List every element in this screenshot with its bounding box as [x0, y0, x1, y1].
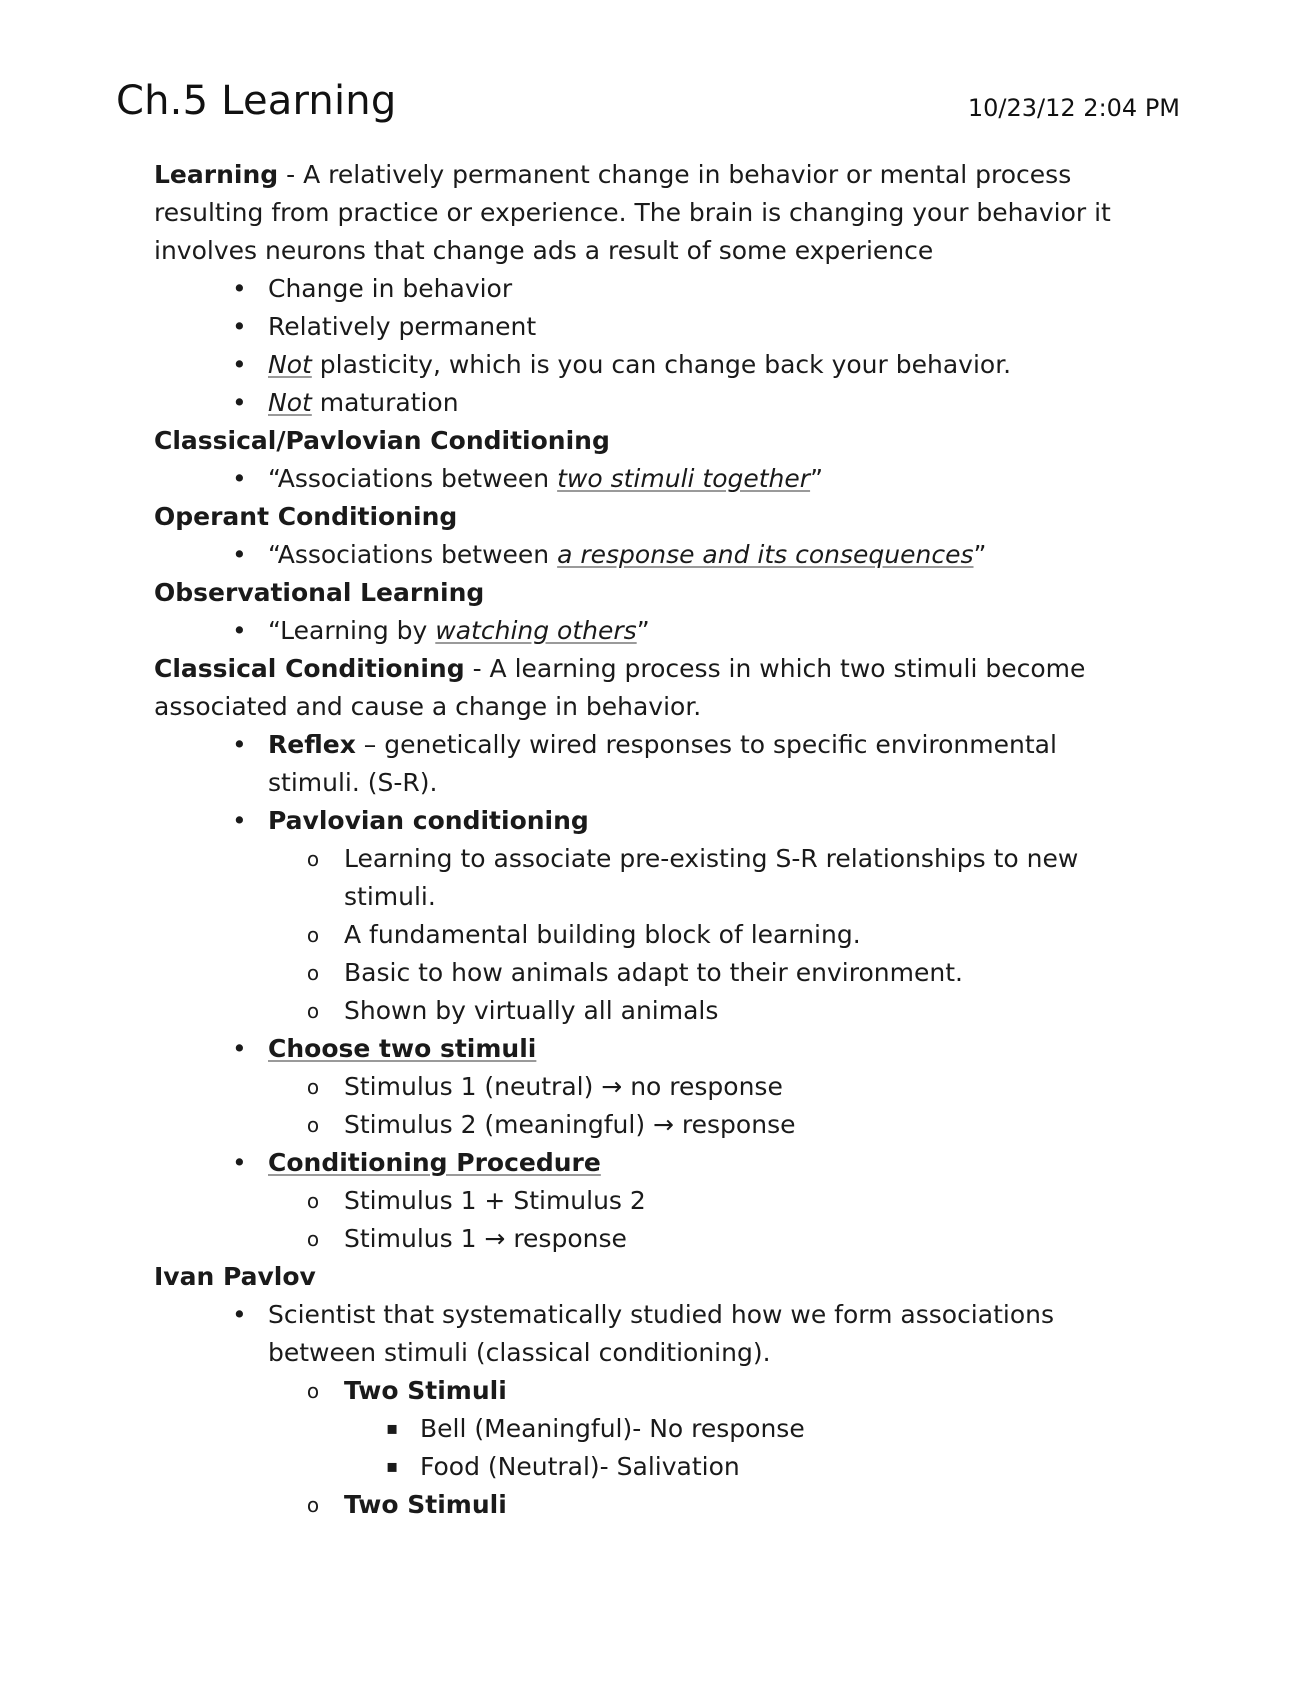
list-item [154, 384, 1154, 422]
list-item [154, 1182, 1154, 1220]
list-item-text: Stimulus 1 + Stimulus 2 [344, 1186, 646, 1215]
list-item [154, 1068, 1154, 1106]
quote-suffix: ” [810, 464, 824, 493]
bullet-icon: • [232, 1034, 247, 1063]
not-emphasis: Not [268, 388, 312, 417]
classical-pavlovian-heading: Classical/Pavlovian Conditioning [154, 426, 610, 455]
list-item-text: Stimulus 2 (meaningful) → response [344, 1110, 796, 1139]
list-item-text: Scientist that systematically studied how we form associations between stimuli (classical conditioning). [268, 1300, 1054, 1367]
circle-bullet-icon: o [306, 1113, 320, 1137]
circle-bullet-icon: o [306, 1493, 320, 1517]
circle-bullet-icon: o [306, 1227, 320, 1251]
reflex-text: – genetically wired responses to specific environmental stimuli. (S-R). [268, 730, 1057, 797]
operant-heading: Operant Conditioning [154, 502, 458, 531]
list-item-text: Shown by virtually all animals [344, 996, 719, 1025]
list-item-text: Stimulus 1 (neutral) → no response [344, 1072, 783, 1101]
list-item [154, 460, 1154, 498]
list-item-text: Bell (Meaningful)- No response [420, 1414, 805, 1443]
list-item-text: Basic to how animals adapt to their environment. [344, 958, 963, 987]
conditioning-procedure-heading: Conditioning Procedure [268, 1148, 601, 1177]
learning-definition-text: - A relatively permanent change in behavior or mental process resulting from practice or experience. The brain is changing your behavior it involves neurons that change ads a result of some experience [154, 160, 1111, 265]
quote-suffix: ” [636, 616, 650, 645]
observational-list [154, 612, 1154, 650]
list-item [154, 1448, 1154, 1486]
classical-conditioning-list [154, 726, 1154, 1258]
list-item-text: plasticity, which is you can change back your behavior. [311, 350, 1012, 379]
bullet-icon: • [232, 312, 247, 341]
list-item [154, 1410, 1154, 1448]
document-timestamp: 10/23/12 2:04 PM [967, 94, 1180, 122]
classical-conditioning-definition [154, 650, 1154, 726]
learning-term: Learning [154, 160, 279, 189]
circle-bullet-icon: o [306, 1075, 320, 1099]
list-item-text: Change in behavior [268, 274, 513, 303]
bullet-icon: • [232, 350, 247, 379]
list-item-text: maturation [311, 388, 459, 417]
list-item [154, 726, 1154, 802]
list-item [154, 1144, 1154, 1182]
list-item [154, 536, 1154, 574]
square-bullet-icon: ▪ [386, 1456, 399, 1477]
classical-pavlovian-list [154, 460, 1154, 498]
circle-bullet-icon: o [306, 999, 320, 1023]
ivan-pavlov-list [154, 1296, 1154, 1524]
list-item [154, 308, 1154, 346]
list-item [154, 1030, 1154, 1068]
bullet-icon: • [232, 274, 247, 303]
circle-bullet-icon: o [306, 1379, 320, 1403]
quote-emphasis: a response and its consequences [557, 540, 974, 569]
quote-suffix: ” [973, 540, 987, 569]
bullet-icon: • [232, 1148, 247, 1177]
list-item [154, 954, 1154, 992]
quote-emphasis: two stimuli together [557, 464, 811, 493]
list-item [154, 1296, 1154, 1372]
choose-two-stimuli-heading: Choose two stimuli [268, 1034, 537, 1063]
not-emphasis: Not [268, 350, 312, 379]
list-item [154, 802, 1154, 840]
learning-definition [154, 156, 1154, 270]
operant-list [154, 536, 1154, 574]
list-item [154, 1106, 1154, 1144]
circle-bullet-icon: o [306, 847, 320, 871]
circle-bullet-icon: o [306, 961, 320, 985]
list-item [154, 1486, 1154, 1524]
list-item [154, 346, 1154, 384]
bullet-icon: • [232, 1300, 247, 1329]
reflex-term: Reflex [268, 730, 356, 759]
list-item-text: Stimulus 1 → response [344, 1224, 627, 1253]
list-item [154, 612, 1154, 650]
square-bullet-icon: ▪ [386, 1418, 399, 1439]
list-item [154, 916, 1154, 954]
classical-conditioning-text: - A learning process in which two stimuli become associated and cause a change in behavior. [154, 654, 1086, 721]
list-item-text: Food (Neutral)- Salivation [420, 1452, 740, 1481]
bullet-icon: • [232, 730, 247, 759]
list-item [154, 1220, 1154, 1258]
bullet-icon: • [232, 806, 247, 835]
quote-prefix: “Associations between [268, 540, 558, 569]
notes-body [154, 156, 1154, 1524]
bullet-icon: • [232, 464, 247, 493]
list-item [154, 270, 1154, 308]
list-item-text: A fundamental building block of learning. [344, 920, 861, 949]
list-item [154, 840, 1154, 916]
circle-bullet-icon: o [306, 923, 320, 947]
bullet-icon: • [232, 616, 247, 645]
bullet-icon: • [232, 388, 247, 417]
two-stimuli-heading: Two Stimuli [344, 1490, 507, 1519]
bullet-icon: • [232, 540, 247, 569]
list-item [154, 1372, 1154, 1410]
pavlovian-conditioning-heading: Pavlovian conditioning [268, 806, 589, 835]
two-stimuli-heading: Two Stimuli [344, 1376, 507, 1405]
list-item [154, 992, 1154, 1030]
circle-bullet-icon: o [306, 1189, 320, 1213]
document-title: Ch.5 Learning [116, 78, 397, 124]
list-item-text: Learning to associate pre-existing S-R relationships to new stimuli. [344, 844, 1079, 911]
classical-conditioning-term: Classical Conditioning [154, 654, 465, 683]
quote-emphasis: watching others [435, 616, 637, 645]
ivan-pavlov-heading: Ivan Pavlov [154, 1262, 316, 1291]
observational-heading: Observational Learning [154, 578, 485, 607]
quote-prefix: “Associations between [268, 464, 558, 493]
learning-list [154, 270, 1154, 422]
quote-prefix: “Learning by [268, 616, 436, 645]
list-item-text: Relatively permanent [268, 312, 537, 341]
